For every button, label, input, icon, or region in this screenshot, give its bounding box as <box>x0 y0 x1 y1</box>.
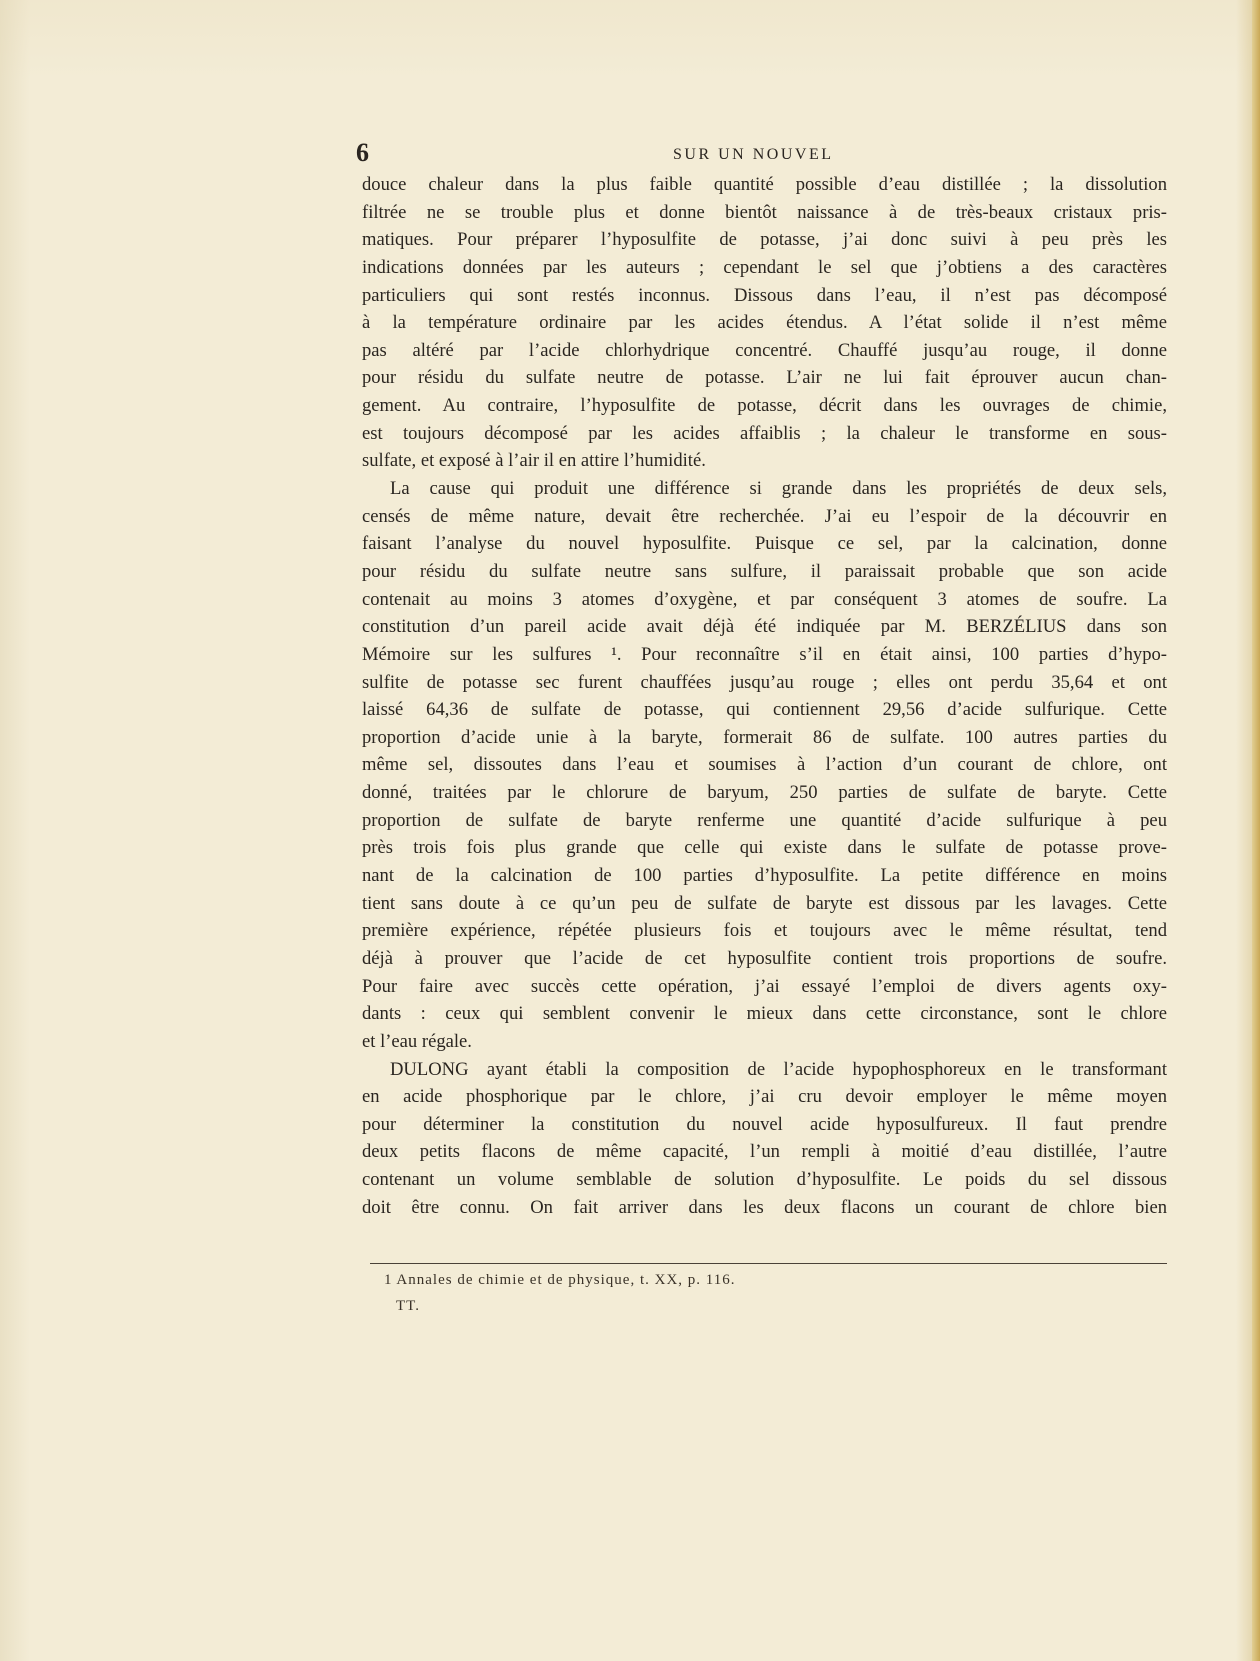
text-line: même sel, dissoutes dans l’eau et soumises à l’action d’un courant de chlore, ont <box>362 754 1167 776</box>
signature-mark: TT. <box>396 1298 420 1314</box>
text-line: en acide phosphorique par le chlore, j’ai cru devoir employer le même moyen <box>362 1086 1167 1108</box>
text-line: pour déterminer la constitution du nouvel acide hyposulfureux. Il faut prendre <box>362 1113 1167 1135</box>
text-line: donné, traitées par le chlorure de baryum, 250 parties de sulfate de baryte. Cette <box>362 782 1167 804</box>
text-line: et l’eau régale. <box>362 1030 472 1052</box>
text-line: nant de la calcination de 100 parties d’hyposulfite. La petite différence en moins <box>362 865 1167 887</box>
text-line: déjà à prouver que l’acide de cet hyposulfite contient trois proportions de soufre. <box>362 947 1167 969</box>
text-line: à la température ordinaire par les acides étendus. A l’état solide il n’est même <box>362 312 1167 334</box>
text-line: près trois fois plus grande que celle qui existe dans le sulfate de potasse prove- <box>362 837 1167 859</box>
page-header <box>356 140 1170 174</box>
text-line: tient sans doute à ce qu’un peu de sulfate de baryte est dissous par les lavages. Cette <box>362 892 1167 914</box>
text-line: particuliers qui sont restés inconnus. Dissous dans l’eau, il n’est pas décomposé <box>362 284 1167 306</box>
text-line: matiques. Pour préparer l’hyposulfite de potasse, j’ai donc suivi à peu près les <box>362 229 1167 251</box>
text-line: contenait au moins 3 atomes d’oxygène, et par conséquent 3 atomes de soufre. La <box>362 588 1167 610</box>
text-line: pas altéré par l’acide chlorhydrique concentré. Chauffé jusqu’au rouge, il donne <box>362 339 1167 361</box>
text-line: sulfate, et exposé à l’air il en attire l’humidité. <box>362 450 706 472</box>
text-line: laissé 64,36 de sulfate de potasse, qui contiennent 29,56 d’acide sulfurique. Cette <box>362 699 1167 721</box>
text-line: sulfite de potasse sec furent chauffées jusqu’au rouge ; elles ont perdu 35,64 et ont <box>362 671 1167 693</box>
text-line: pour résidu du sulfate neutre sans sulfure, il paraissait probable que son acide <box>362 560 1167 582</box>
text-line: La cause qui produit une différence si grande dans les propriétés de deux sels, <box>390 478 1167 500</box>
text-line: proportion d’acide unie à la baryte, formerait 86 de sulfate. 100 autres parties du <box>362 726 1167 748</box>
body-text <box>362 171 1167 1221</box>
text-line: dants : ceux qui semblent convenir le mieux dans cette circonstance, sont le chlore <box>362 1003 1167 1025</box>
text-line: deux petits flacons de même capacité, l’un rempli à moitié d’eau distillée, l’autre <box>362 1141 1167 1163</box>
text-line: filtrée ne se trouble plus et donne bientôt naissance à de très-beaux cristaux pris- <box>362 201 1167 223</box>
text-line: douce chaleur dans la plus faible quantité possible d’eau distillée ; la dissolution <box>362 174 1167 195</box>
page-number: 6 <box>356 138 369 167</box>
text-line: Mémoire sur les sulfures ¹. Pour reconnaître s’il en était ainsi, 100 parties d’hypo- <box>362 643 1167 665</box>
footnote-rule <box>370 1263 1167 1264</box>
text-line: pour résidu du sulfate neutre de potasse. L’air ne lui fait éprouver aucun chan- <box>362 367 1167 389</box>
text-line: constitution d’un pareil acide avait déjà été indiquée par M. BERZÉLIUS dans son <box>362 616 1167 638</box>
text-line: DULONG ayant établi la composition de l’acide hypophosphoreux en le transformant <box>390 1058 1167 1080</box>
text-line: est toujours décomposé par les acides affaiblis ; la chaleur le transforme en sous- <box>362 422 1167 444</box>
text-line: proportion de sulfate de baryte renferme une quantité d’acide sulfurique à peu <box>362 809 1167 831</box>
text-line: indications données par les auteurs ; cependant le sel que j’obtiens a des caractères <box>362 256 1167 278</box>
footnote: 1 Annales de chimie et de physique, t. XX, p. 116. <box>384 1272 736 1288</box>
text-line: censés de même nature, devait être recherchée. J’ai eu l’espoir de la découvrir en <box>362 505 1167 527</box>
text-line: gement. Au contraire, l’hyposulfite de potasse, décrit dans les ouvrages de chimie, <box>362 395 1167 417</box>
text-line: doit être connu. On fait arriver dans les deux flacons un courant de chlore bien <box>362 1196 1167 1218</box>
text-line: première expérience, répétée plusieurs fois et toujours avec le même résultat, tend <box>362 920 1167 942</box>
text-line: Pour faire avec succès cette opération, j’ai essayé l’emploi de divers agents oxy- <box>362 975 1167 997</box>
binding-edge <box>1252 0 1260 1661</box>
running-head: SUR UN NOUVEL <box>673 146 834 163</box>
text-line: contenant un volume semblable de solution d’hyposulfite. Le poids du sel dissous <box>362 1169 1167 1191</box>
text-line: faisant l’analyse du nouvel hyposulfite. Puisque ce sel, par la calcination, donne <box>362 533 1167 555</box>
